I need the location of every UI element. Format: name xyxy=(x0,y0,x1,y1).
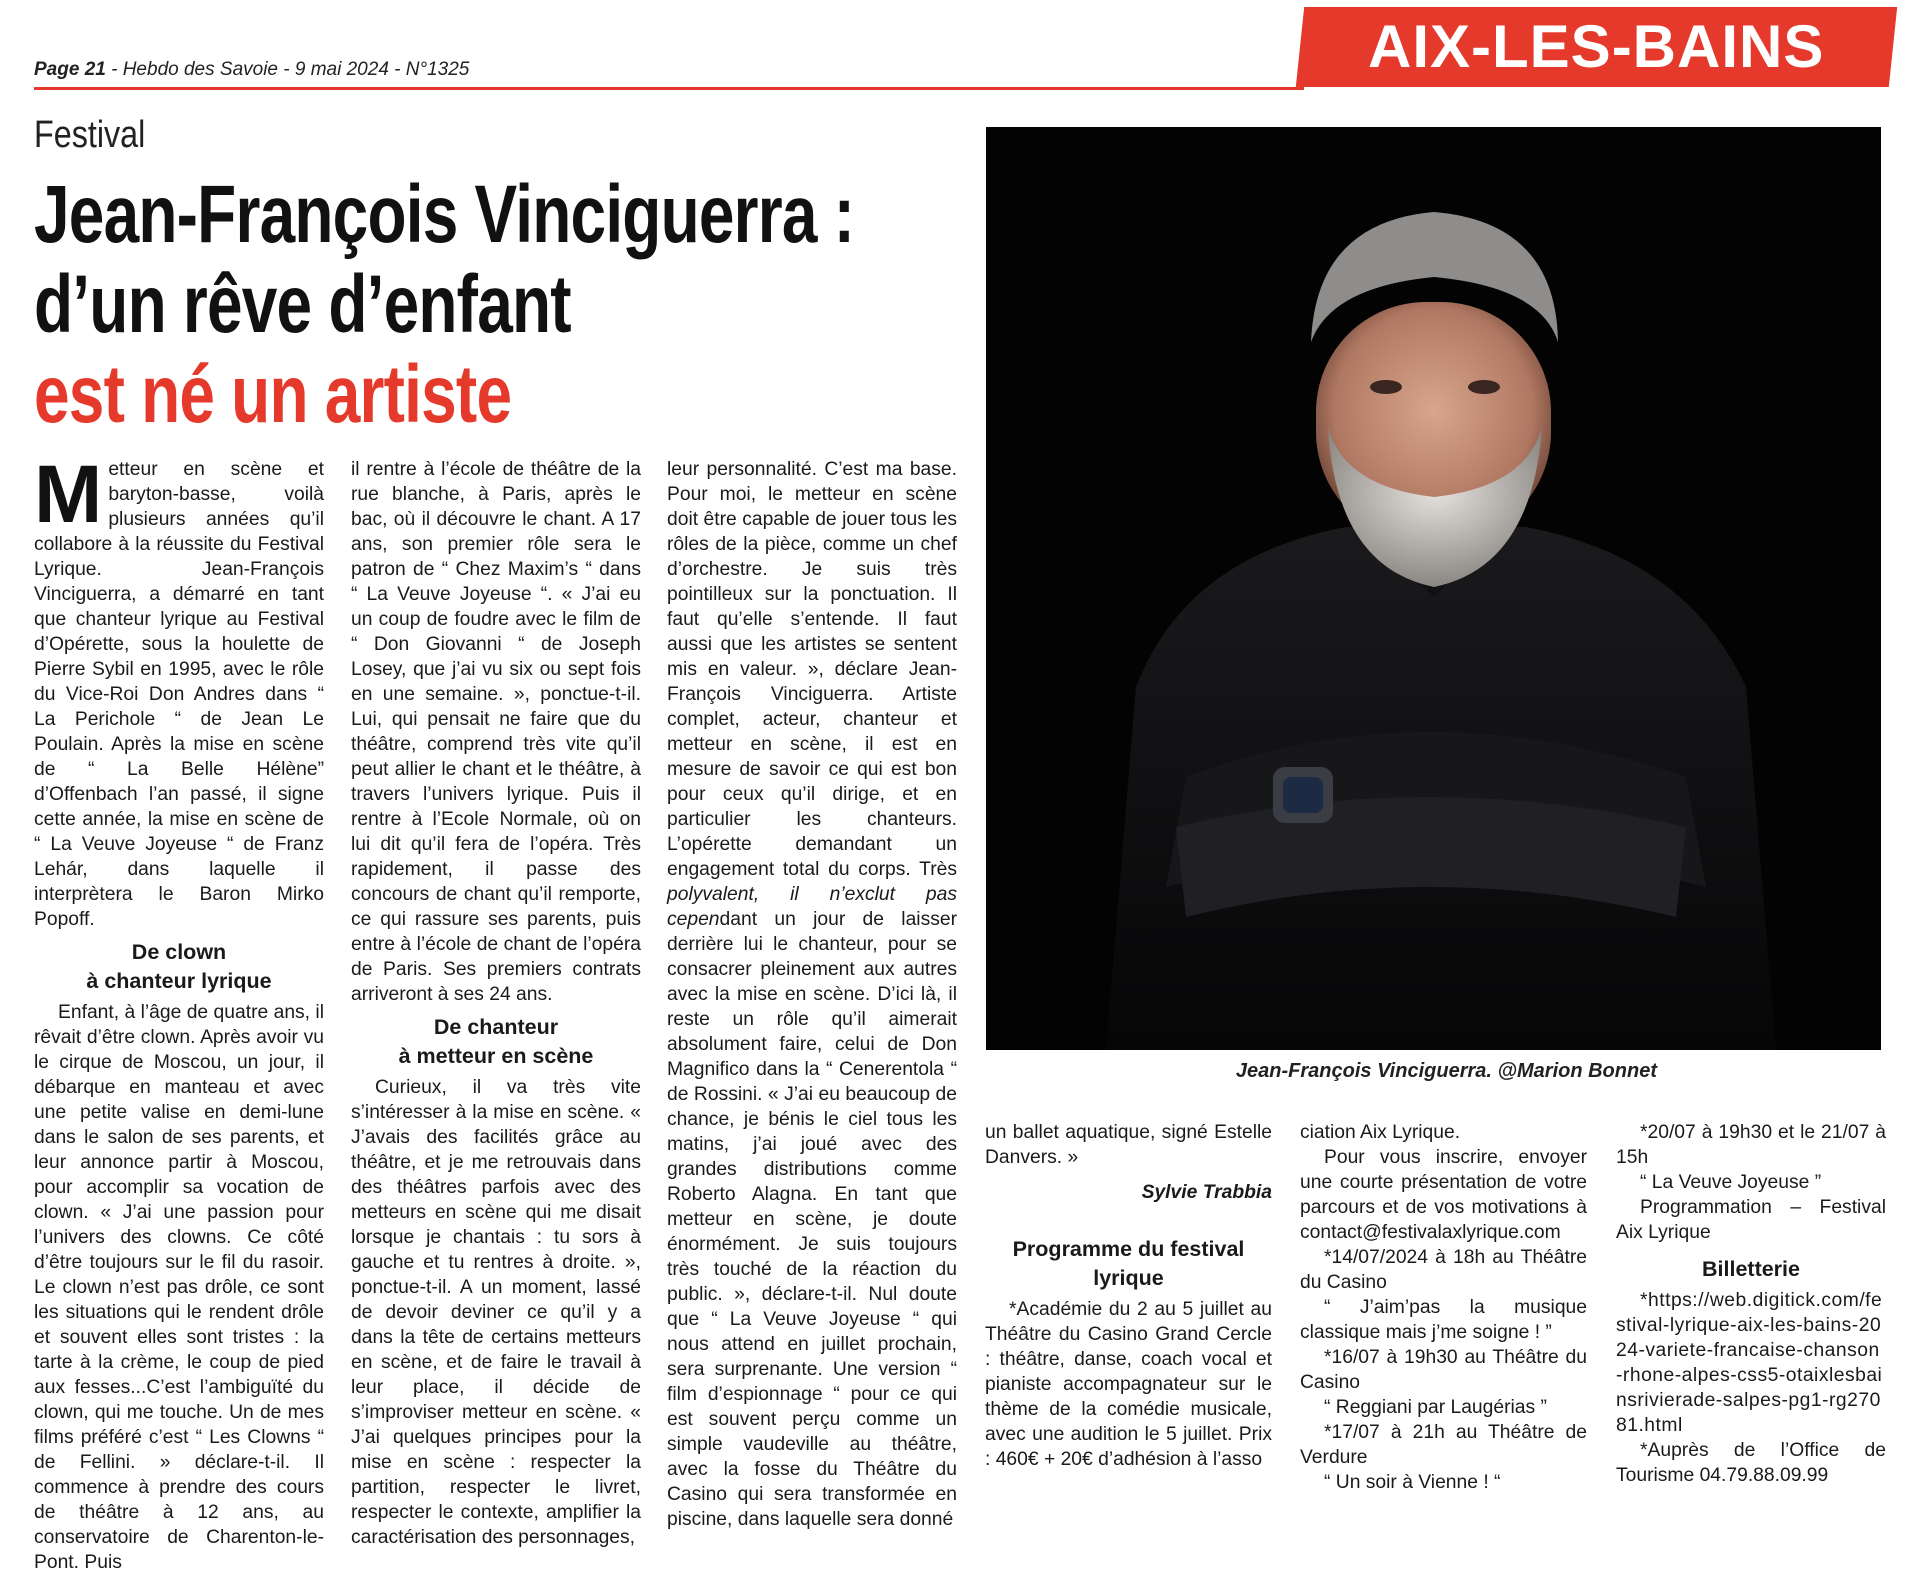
paragraph-closing: un ballet aquatique, signé Estelle Danvers. » xyxy=(985,1122,1272,1168)
portrait-photo xyxy=(986,127,1881,1050)
portrait-illustration xyxy=(986,127,1881,1050)
article-column-1 xyxy=(34,449,324,1575)
intro-text: etteur en scène et baryton-basse, voilà plusieurs années qu’il collabore à la réussite du Festival Lyrique. Jean-François Vinciguerra, a démarré en tant que chanteur lyrique au Festival d’Opérette, sous la houlette de Pierre Sybil en 1995, avec le rôle du Vice-Roi Don Andres dans “ La Perichole “ de Jean Le Poulain. Après la mise en scène de “ La Belle Hélène” d’Offenbach l’an passé, il signe cette année, la mise en scène de “ La Veuve Joyeuse “ de Franz Lehár, dans laquelle il interprètera le Baron Mirko Popoff. xyxy=(34,459,324,930)
headline-line-1: Jean-François Vinciguerra : xyxy=(34,169,855,260)
article-headline xyxy=(34,170,854,440)
author-signature: Sylvie Trabbia xyxy=(1141,1182,1272,1203)
billetterie-column xyxy=(1616,1120,1886,1488)
article-column-2 xyxy=(351,457,641,1550)
programme-heading-line-1: Programme du festival xyxy=(1012,1237,1245,1261)
programme-item-festival: Programmation – Festival Aix Lyrique xyxy=(1616,1197,1886,1243)
programme-item-show-1: “ J’aim’pas la musique classique mais j’me soigne ! ” xyxy=(1300,1297,1587,1343)
page-folio xyxy=(34,59,469,81)
article-column-4 xyxy=(985,1120,1272,1472)
programme-item-date-3: *17/07 à 21h au Théâtre de Verdure xyxy=(1300,1422,1587,1468)
subheading-director-line-1: De chanteur xyxy=(433,1015,559,1039)
paragraph-studies: il rentre à l’école de théâtre de la rue blanche, à Paris, après le bac, où il découvre le chant. A 17 ans, son premier rôle sera le patron de “ Chez Maxim’s “ dans “ La Veuve Joyeuse “. « J’ai eu un coup de foudre avec le film de “ Don Giovanni “ de Joseph Losey, que j’ai vu six ou sept fois en une semaine. », ponctue-t-il. Lui, qui pensait ne faire que du théâtre, comprend très vite qu’il peut allier le chant et le théâtre, à travers l’univers lyrique. Puis il rentre à l’Ecole Normale, où on lui dit qu’il fera de l’opéra. Très rapidement, il passe des concours de chant qu’il remporte, ce qui rassure ses parents, puis entre à l’école de chant de l’opéra de Paris. Ses premiers contrats arriveront à ses 24 ans. xyxy=(351,459,641,1005)
subheading-director xyxy=(351,1013,641,1071)
subheading-clown-line-2: à chanteur lyrique xyxy=(86,969,272,993)
principles-italic: polyvalent, il n’exclut pas cepen xyxy=(667,884,957,930)
intro-paragraph xyxy=(34,449,324,932)
billetterie-url: *https://web.digitick.com/festival-lyrique-aix-les-bains-2024-variete-francaise-chanson-rhone-alpes-css5-otaixlesbainsrivierade-salpes-pg1-rg27081.html xyxy=(1616,1290,1883,1436)
photo-caption: Jean-François Vinciguerra. @Marion Bonnet xyxy=(1235,1060,1657,1082)
programme-item-academy-end: ciation Aix Lyrique. xyxy=(1300,1122,1461,1143)
programme-item-date-4: *20/07 à 19h30 et le 21/07 à 15h xyxy=(1616,1122,1886,1168)
billetterie-office: *Auprès de l’Office de Tourisme 04.79.88.09.99 xyxy=(1616,1440,1886,1486)
programme-item-show-2: “ Reggiani par Laugérias ” xyxy=(1324,1397,1547,1418)
article-column-3 xyxy=(667,457,957,1532)
subheading-clown-line-1: De clown xyxy=(131,940,227,964)
publication-info: - Hebdo des Savoie - 9 mai 2024 - N°1325 xyxy=(105,59,470,80)
programme-item-academy: *Académie du 2 au 5 juillet au Théâtre du Casino Grand Cercle : théâtre, danse, coach vocal et pianiste accompagnateur sur le thème de la comédie musicale, avec une audition le 5 juillet. Prix : 460€ + 20€ d’adhésion à l’asso xyxy=(985,1299,1272,1470)
programme-item-show-4: “ La Veuve Joyeuse ” xyxy=(1640,1172,1822,1193)
article-kicker: Festival xyxy=(34,114,146,156)
paragraph-childhood: Enfant, à l’âge de quatre ans, il rêvait d’être clown. Après avoir vu le cirque de Moscou, un jour, il débarque en manteau et avec une petite valise en demi-lune dans le salon de ses parents, et leur annonce partir à Moscou, pour accomplir sa vocation de clown. « J’ai une passion pour l’univers des clowns. Ce côté d’être toujours sur le fil du rasoir. Le clown n’est pas drôle, ce sont les situations qui le rendent drôle et souvent elles sont tristes : la tarte à la crème, le coup de pied aux fesses...C’est l’ambiguïté du clown, qui me touche. Un de mes films préféré c’est “ Les Clowns “ de Fellini. » déclare-t-il. Il commence à prendre des cours de théâtre à 12 ans, au conservatoire de Charenton-le-Pont. Puis xyxy=(34,1002,324,1573)
programme-item-register: Pour vous inscrire, envoyer une courte présentation de votre parcours et de vos motivations à contact@festivalaxlyrique.com xyxy=(1300,1147,1587,1243)
section-banner xyxy=(1296,7,1897,87)
billetterie-heading: Billetterie xyxy=(1702,1257,1800,1281)
programme-item-date-2: *16/07 à 19h30 au Théâtre du Casino xyxy=(1300,1347,1587,1393)
subheading-clown xyxy=(34,938,324,996)
programme-column xyxy=(1300,1120,1587,1495)
programme-item-date-1: *14/07/2024 à 18h au Théâtre du Casino xyxy=(1300,1247,1587,1293)
programme-item-show-3: “ Un soir à Vienne ! “ xyxy=(1324,1472,1501,1493)
programme-heading-line-2: lyrique xyxy=(1093,1266,1164,1290)
paragraph-direction: Curieux, il va très vite s’intéresser à la mise en scène. « J’avais des facilités grâce au théâtre, et je me retrouvais dans des théâtres parfois avec des metteurs en scène qui me disait lorsque je chantais : tu sors à gauche et tu rentres à droite. », ponctue-t-il. A un moment, lassé de devoir deviner ce qu’il y a dans la tête de certains metteurs en scène, et de faire le travail à leur place, il décide de s’improviser metteur en scène. « J’ai quelques principes pour la mise en scène : respecter la partition, respecter le livret, respecter le contexte, amplifier la caractérisation des personnages, xyxy=(351,1077,641,1548)
header-rule xyxy=(34,87,1304,90)
programme-heading xyxy=(985,1235,1272,1293)
page-number: Page 21 xyxy=(34,59,106,80)
paragraph-principles xyxy=(667,457,957,1532)
drop-cap: M xyxy=(34,449,103,540)
subheading-director-line-2: à metteur en scène xyxy=(398,1044,594,1068)
headline-line-2: d’un rêve d’enfant xyxy=(34,259,571,350)
section-title: AIX-LES-BAINS xyxy=(1368,13,1825,80)
headline-line-3: est né un artiste xyxy=(34,349,512,440)
principles-text-continued: dant un jour de laisser derrière lui le chanteur, pour se consacrer pleinement aux autres avec la mise en scène. D’ici là, il reste un rôle qu’il aimerait absolument faire, celui de Don Magnifico dans la “ Cenerentola “ de Rossini. « J’ai eu beaucoup de chance, je bénis le ciel tous les matins, j’ai joué avec des grandes distributions comme Roberto Alagna. En tant que metteur en scène, je doute énormément. Je suis toujours très touché de la réaction du public. », déclare-t-il. Nul doute que “ La Veuve Joyeuse “ qui nous attend en juillet prochain, sera surprenante. Une version “ film d’espionnage “ pour ce qui est souvent perçu comme un simple vaudeville au théâtre, avec la fosse du Théâtre du Casino qui sera transformée en piscine, dans laquelle sera donné xyxy=(667,909,957,1530)
principles-text: leur personnalité. C’est ma base. Pour moi, le metteur en scène doit être capable de jouer tous les rôles de la pièce, comme un chef d’orchestre. Je suis très pointilleux sur la ponctuation. Il faut qu’elle s’entende. Il faut aussi que les artistes se sentent mis en valeur. », déclare Jean-François Vinciguerra. Artiste complet, acteur, chanteur et metteur en scène, il est en mesure de savoir ce qui est bon pour ceux qu’il dirige, et en particulier les chanteurs. L’opérette demandant un engagement total du corps. Très xyxy=(667,459,957,880)
